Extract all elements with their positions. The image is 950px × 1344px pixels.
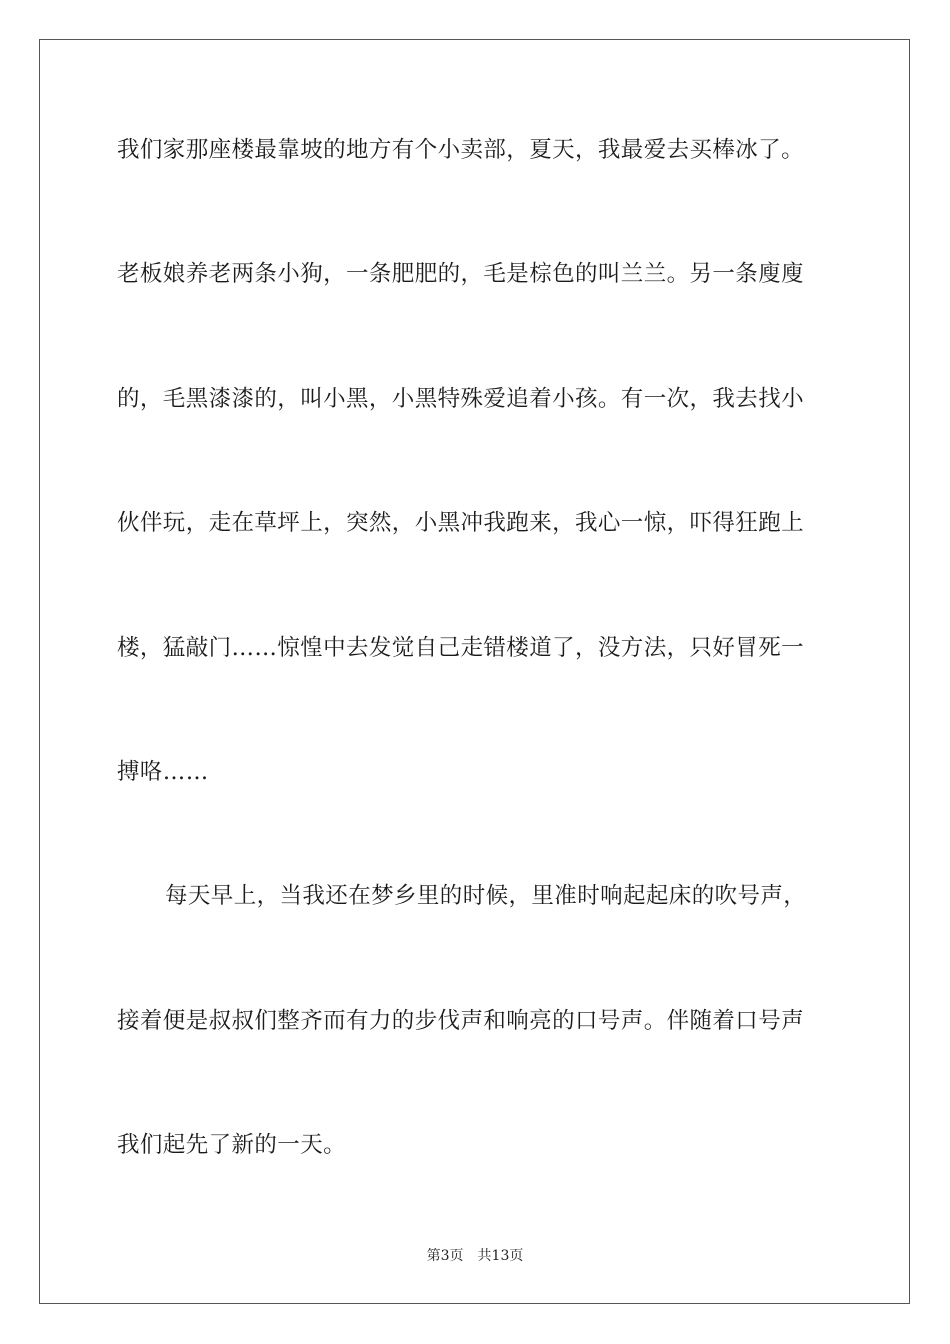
body-text-line: 的，毛黑漆漆的，叫小黑，小黑特殊爱追着小孩。有一次，我去找小 <box>117 386 805 412</box>
body-text-line: 我们起先了新的一天。 <box>117 1132 347 1158</box>
page-border <box>39 39 910 1304</box>
body-text-line: 老板娘养老两条小狗，一条肥肥的，毛是棕色的叫兰兰。另一条廋廋 <box>117 261 805 287</box>
body-text-line: 我们家那座楼最靠坡的地方有个小卖部，夏天，我最爱去买棒冰了。 <box>117 137 805 163</box>
page-footer <box>0 1246 950 1266</box>
page-number: 第3页 <box>426 1248 464 1264</box>
body-text-line: 搏咯…… <box>117 759 209 785</box>
paragraph-first-line: 每天早上，当我还在梦乡里的时候，里准时响起起床的吹号声， <box>165 883 807 909</box>
page-total: 共13页 <box>477 1248 524 1264</box>
body-text-line: 接着便是叔叔们整齐而有力的步伐声和响亮的口号声。伴随着口号声 <box>117 1008 805 1034</box>
body-text-line: 楼，猛敲门……惊惶中去发觉自己走错楼道了，没方法，只好冒死一 <box>117 635 805 661</box>
body-text-line: 伙伴玩，走在草坪上，突然，小黑冲我跑来，我心一惊，吓得狂跑上 <box>117 510 805 536</box>
